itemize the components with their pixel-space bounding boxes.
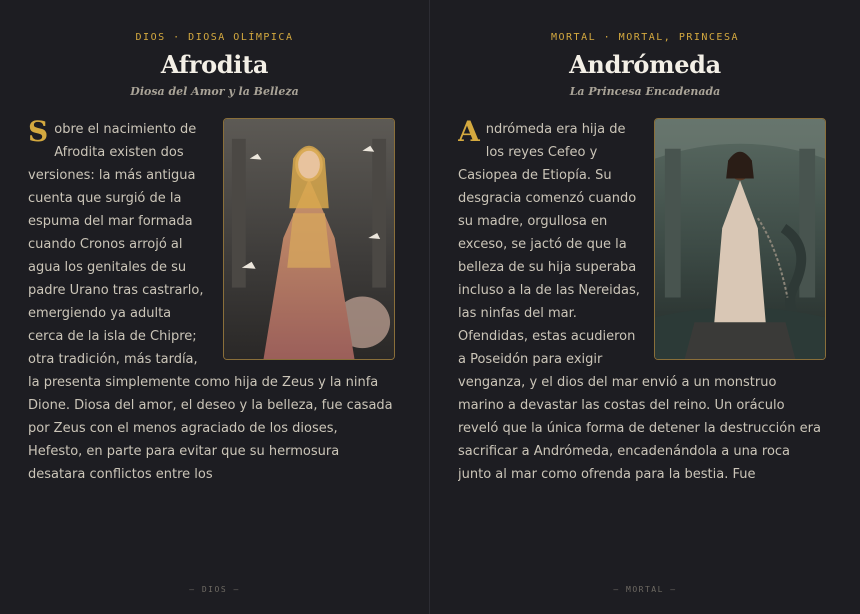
category-kicker: MORTAL · MORTAL, PRINCESA [550, 32, 739, 43]
body-paragraph: ndrómeda era hija de los reyes Cefeo y Casiopea de Etiopía. Su desgracia comenzó cuando su madre, orgullosa en exceso, se jactó de que la belleza de su hija superaba incluso a la de las Nereidas, las ninfas del mar. Ofendidas, estas acudieron a Poseidón para exigir venganza, y el dios del mar envió a un monstruo marino a devastar las costas del reino. Un oráculo reveló que la única forma de detener la destrucción era sacrificar a Andrómeda, encadenándola a una roca junto al mar como ofrenda para la bestia. Fue [458, 122, 821, 482]
page-title: Afrodita [160, 50, 269, 79]
page-footer: — DIOS — [189, 585, 240, 594]
page-footer: — MORTAL — [613, 585, 677, 594]
andromeda-portrait-icon [654, 118, 826, 360]
drop-cap: S [28, 118, 49, 148]
body-text-area[interactable] [28, 118, 395, 566]
page-afrodita [0, 0, 429, 614]
category-kicker: DIOS · DIOSA OLÍMPICA [135, 32, 294, 43]
body-text-area[interactable] [458, 118, 826, 566]
afrodita-portrait-icon [223, 118, 395, 360]
page-andromeda [429, 0, 860, 614]
drop-cap: A [458, 118, 480, 148]
page-subtitle: Diosa del Amor y la Belleza [130, 85, 299, 98]
body-paragraph: obre el nacimiento de Afrodita existen dos versiones: la más antigua cuenta que surgió de la espuma del mar formada cuando Cronos arrojó al agua los genitales de su padre Urano tras castrarlo, emergiendo ya adulta cerca de la isla de Chipre; otra tradición, más tardía, la presenta simplemente como hija de Zeus y la ninfa Dione. Diosa del amor, el deseo y la belleza, fue casada por Zeus con el menos agraciado de los dioses, Hefesto, en parte para evitar que su hermosura desatara conflictos entre los [28, 122, 393, 482]
page-subtitle: La Princesa Encadenada [569, 85, 721, 98]
page-title: Andrómeda [569, 50, 721, 79]
